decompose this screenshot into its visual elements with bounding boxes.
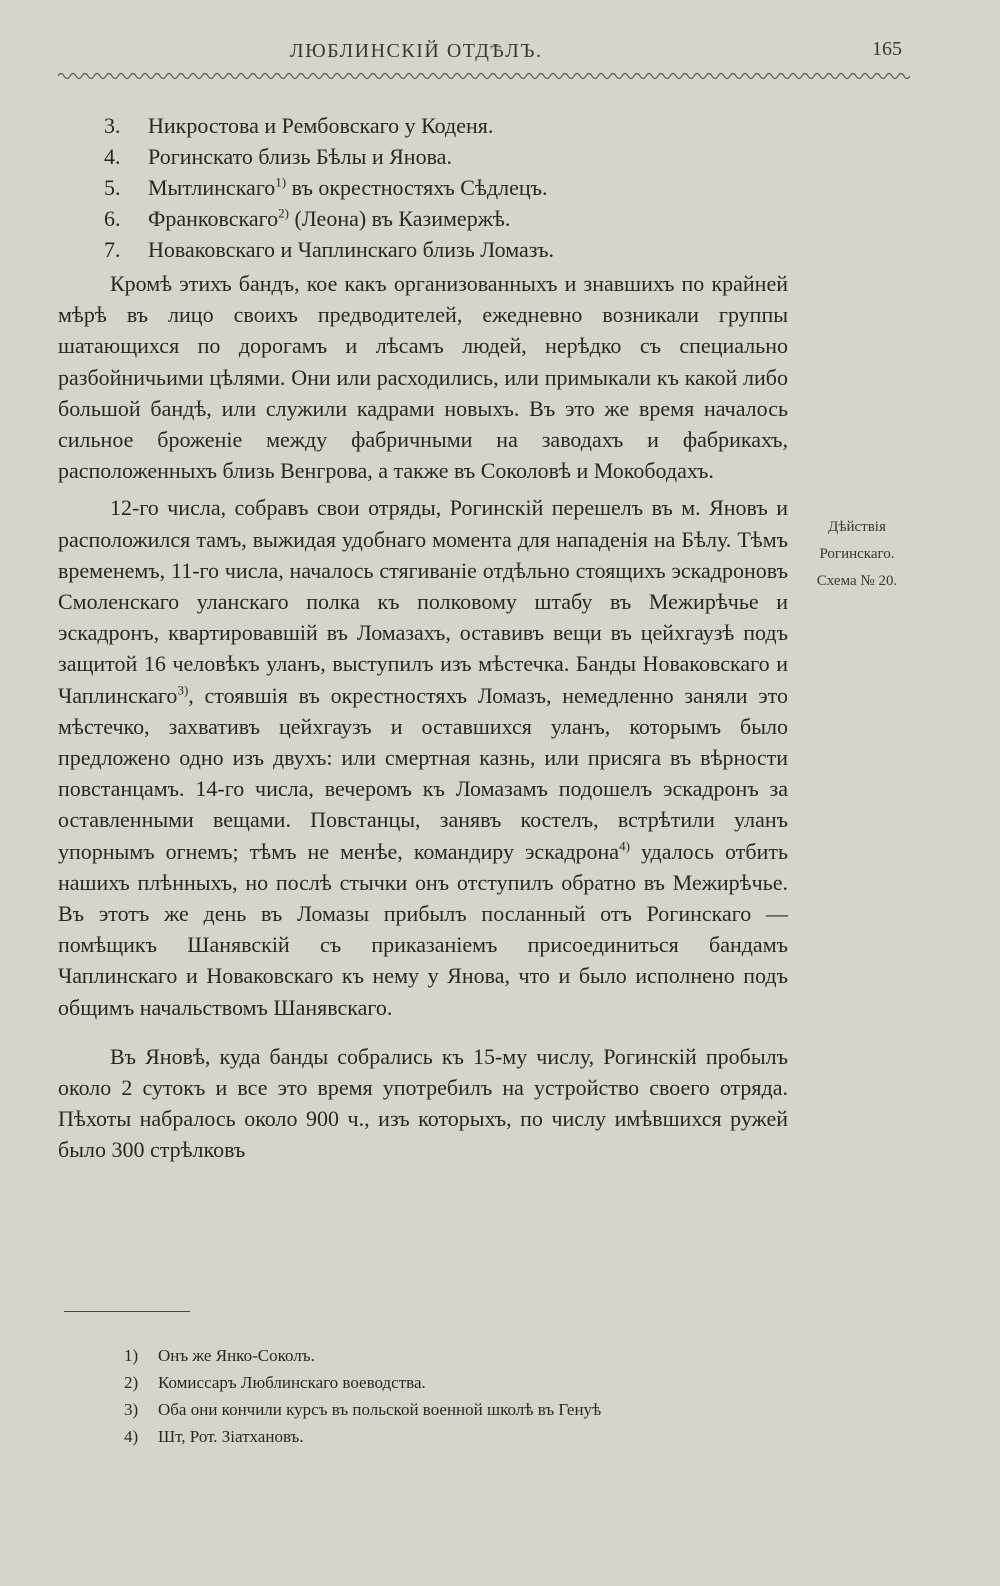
paragraph (58, 492, 788, 1022)
footnote-text: Оба они кончили курсъ въ польской военной школѣ въ Генуѣ (158, 1400, 602, 1419)
running-header-title: ЛЮБЛИНСКІЙ ОТДѢЛЪ. (290, 40, 543, 62)
footnote-text: Комиссаръ Люблинскаго воеводства. (158, 1373, 426, 1392)
list-text: въ окрестностяхъ Сѣдлецъ. (286, 175, 548, 200)
footnote-mark: 1) (124, 1346, 139, 1365)
page-number: 165 (872, 38, 902, 60)
footnote-separator (64, 1311, 190, 1312)
list-text: Франковскаго (148, 206, 279, 231)
footnote-mark: 2) (124, 1373, 139, 1392)
footnote-ref: 2) (278, 205, 289, 221)
list-number: 6. (104, 206, 121, 231)
footnote-ref: 3) (177, 682, 189, 698)
footnote-mark: 3) (124, 1400, 139, 1419)
list-number: 3. (104, 113, 121, 138)
list-number: 5. (104, 175, 121, 200)
list-item (104, 234, 554, 265)
list-number: 7. (104, 237, 121, 262)
list-number: 4. (104, 144, 121, 169)
margin-note-line: Рогинскаго. (819, 546, 895, 562)
list-text: (Леона) въ Казимержѣ. (288, 206, 511, 231)
footnote (124, 1396, 601, 1423)
list-item (104, 172, 554, 203)
paragraph-text: удалось отбить нашихъ плѣнныхъ, но послѣ стычки онъ отступилъ обратно въ Межирѣчье. Въ этотъ же день въ Ломазы прибылъ посланный отъ Рогинскаго — помѣщикъ Шанявскій съ приказаніемъ присоединиться бандамъ Чаплинскаго и Новаковскаго къ нему у Янова, что и было исполнено подъ общимъ начальствомъ Шанявскаго. (58, 838, 788, 1020)
list-text: Рогинскато близь Бѣлы и Янова. (148, 144, 452, 169)
paragraph: Въ Яновѣ, куда банды собрались къ 15-му числу, Рогинскій пробылъ около 2 сутокъ и все это время употребилъ на устройство своего отряда. Пѣхоты набралось около 900 ч., изъ которыхъ, по числу имѣвшихся ружей было 300 стрѣлковъ (58, 1043, 788, 1163)
list-text: Мытлинскаго (148, 175, 276, 200)
footnote (124, 1342, 601, 1369)
paragraph-text: 12-го числа, собравъ свои отряды, Рогинскій перешелъ въ м. Яновъ и расположился тамъ, выжидая удобнаго момента для нападенія на Бѣлу. Тѣмъ временемъ, 11-го числа, началось стягиваніе отдѣльно стоящихъ эскадроновъ Смоленскаго уланскаго полка къ полковому штабу въ Межирѣчье и эскадронъ, квартировавшій въ Ломазахъ, оставивъ вещи въ цейхгаузѣ подъ защитой 16 человѣкъ уланъ, выступилъ изъ мѣстечка. Банды Новаковскаго и Чаплинскаго (58, 495, 788, 708)
paragraph: Кромѣ этихъ бандъ, кое какъ организованныхъ и знавшихъ по крайней мѣрѣ въ лицо своихъ предводителей, ежедневно возникали группы шатающихся по дорогамъ и лѣсамъ людей, нерѣдко съ специально разбойничьими цѣлями. Они или расходились, или примыкали къ какой либо большой бандѣ, или служили кадрами новыхъ. Въ это же время началось сильное броженіе между фабричными на заводахъ и фабрикахъ, расположенныхъ близь Венгрова, а также въ Соколовѣ и Мокободахъ. (58, 271, 788, 484)
footnote-text: Онъ же Янко-Соколъ. (158, 1346, 315, 1365)
footnotes (124, 1342, 601, 1450)
paragraph-text: , стоявшія въ окрестностяхъ Ломазъ, немедленно заняли это мѣстечко, захвативъ цейхгаузъ и оставшихся уланъ, которымъ было предложено одно изъ двухъ: или смертная казнь, или присяга въ вѣрности повстанцамъ. 14-го числа, вечеромъ къ Ломазамъ подошелъ эскадронъ за оставленными вещами. Повстанцы, занявъ костелъ, встрѣтили уланъ упорнымъ огнемъ; тѣмъ не менѣе, командиру эскадрона (58, 682, 788, 864)
footnote-ref: 4) (619, 838, 630, 854)
footnote (124, 1369, 601, 1396)
list-text: Никростова и Рембовскаго у Коденя. (148, 113, 494, 138)
footnote-ref: 1) (275, 174, 287, 190)
footnote-mark: 4) (124, 1427, 139, 1446)
margin-note-line: Схема № 20. (816, 573, 898, 589)
header-wavy-rule (58, 68, 910, 84)
band-list (104, 110, 554, 265)
list-item (104, 203, 554, 234)
list-item (104, 110, 554, 141)
list-text: Новаковскаго и Чаплинскаго близь Ломазъ. (148, 237, 554, 262)
footnote-text: Шт, Рот. Зіатхановъ. (158, 1427, 304, 1446)
margin-note-line: Дѣйствія (828, 519, 886, 535)
margin-note (792, 514, 922, 595)
footnote (124, 1423, 601, 1450)
list-item (104, 141, 554, 172)
main-text (58, 268, 788, 1166)
